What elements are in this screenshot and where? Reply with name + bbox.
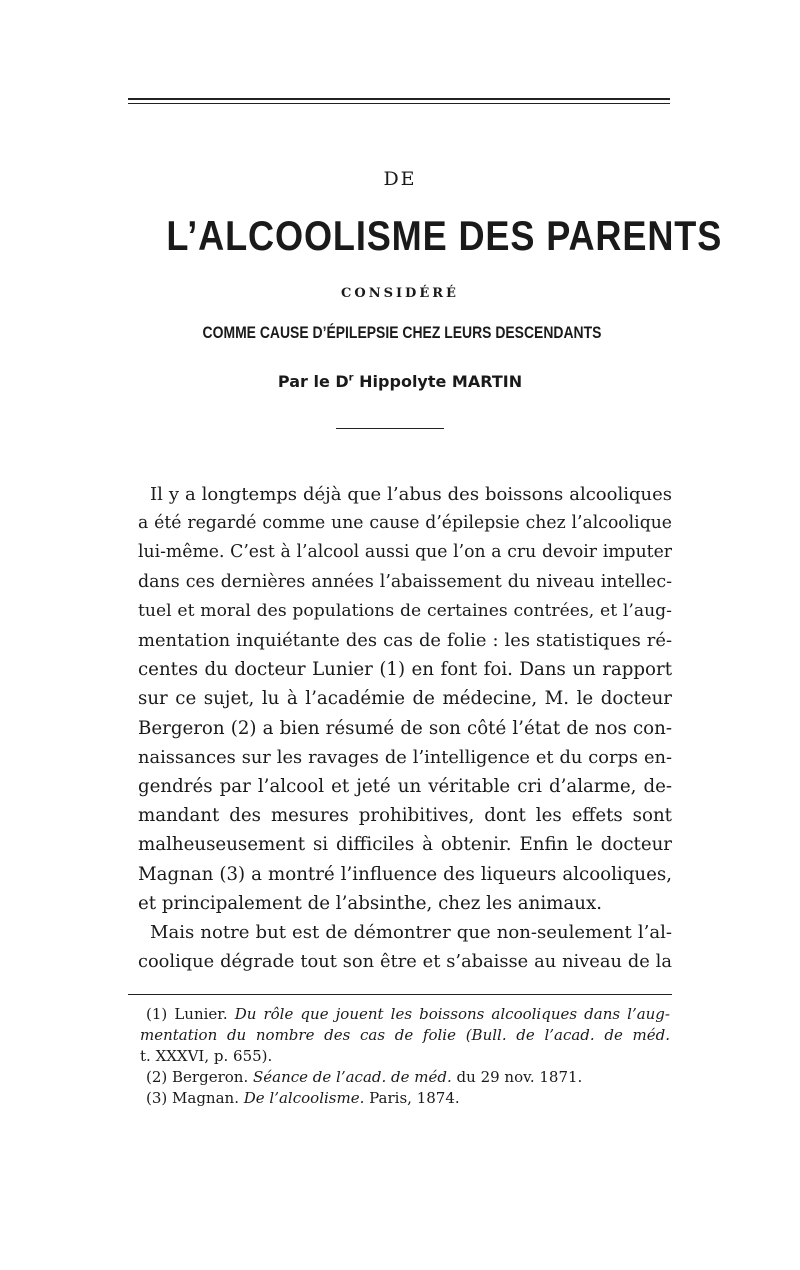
- author-prefix: Par le D: [277, 372, 349, 391]
- title-considere: CONSIDÉRÉ: [341, 286, 459, 301]
- body-line: Bergeron (2) a bien résumé de son côté l’état de nos con-: [138, 717, 672, 739]
- footnote-tail: t. XXXVI, p. 655).: [140, 1047, 273, 1065]
- body-line: gendrés par l’alcool et jeté un véritable cri d’alarme, de-: [138, 776, 672, 798]
- footnote-2: [140, 1067, 670, 1088]
- body-line: malheuseusement si difficiles à obtenir. Enfin le docteur: [138, 834, 672, 856]
- body-line: Magnan (3) a montré l’influence des liqueurs alcooliques,: [138, 863, 672, 885]
- body-line: coolique dégrade tout son être et s’abaisse au niveau de la: [138, 951, 672, 973]
- body-line: centes du docteur Lunier (1) en font foi. Dans un rapport: [138, 659, 672, 681]
- top-rule: [128, 98, 670, 100]
- body-line: tuel et moral des populations de certaines contrées, et l’aug-: [138, 600, 672, 621]
- footnote-tail: Paris, 1874.: [369, 1089, 460, 1107]
- body-line: sur ce sujet, lu à l’académie de médecine, M. le docteur: [138, 688, 672, 710]
- body-line: dans ces dernières années l’abaissement du niveau intellec-: [138, 571, 672, 592]
- footnote-rule: [128, 994, 672, 995]
- author-title-sup: r: [348, 372, 354, 384]
- footnotes: [140, 1004, 670, 1109]
- body-line: et principalement de l’absinthe, chez les animaux.: [138, 892, 603, 914]
- footnote-number: (1): [146, 1005, 168, 1023]
- footnote-source: (Bull. de l’acad. de méd.: [465, 1026, 671, 1044]
- title-preposition: DE: [383, 168, 417, 190]
- body-line: mentation inquiétante des cas de folie : les statistiques ré-: [138, 630, 672, 652]
- footnote-line: [140, 1088, 670, 1109]
- footnote-1: [140, 1004, 670, 1067]
- author-name: Hippolyte MARTIN: [353, 372, 523, 391]
- body-text: [138, 480, 672, 976]
- top-rule-thin: [128, 103, 670, 104]
- footnote-tail: du 29 nov. 1871.: [456, 1068, 583, 1086]
- body-line: Il y a longtemps déjà que l’abus des boissons alcooliques: [150, 484, 672, 505]
- footnote-author: Magnan.: [172, 1089, 239, 1107]
- footnote-author: Bergeron.: [172, 1068, 249, 1086]
- body-line: mandant des mesures prohibitives, dont les effets sont: [138, 805, 672, 827]
- footnote-number: (2): [146, 1068, 168, 1086]
- footnote-line: [140, 1067, 670, 1088]
- footnote-title: Du rôle que jouent les boissons alcooliques dans l’aug-: [234, 1005, 670, 1023]
- footnote-title: mentation du nombre des cas de folie: [140, 1026, 456, 1044]
- footnote-line: [140, 1025, 670, 1046]
- body-line: Mais notre but est de démontrer que non-seulement l’al-: [150, 922, 672, 944]
- footnote-line: [140, 1004, 670, 1025]
- author-line: [0, 372, 800, 391]
- body-line: lui-même. C’est à l’alcool aussi que l’on a cru devoir imputer: [138, 542, 672, 563]
- page-subtitle: COMME CAUSE D’ÉPILEPSIE CHEZ LEURS DESCENDANTS: [202, 323, 602, 342]
- page-title: L’ALCOOLISME DES PARENTS: [166, 212, 723, 259]
- body-line: naissances sur les ravages de l’intelligence et du corps en-: [138, 746, 672, 768]
- footnote-title: Séance de l’acad. de méd.: [253, 1068, 452, 1086]
- body-line: a été regardé comme une cause d’épilepsie chez l’alcoolique: [138, 513, 672, 534]
- footnote-number: (3): [146, 1089, 168, 1107]
- footnote-title: De l’alcoolisme.: [243, 1089, 365, 1107]
- title-separator-rule: [336, 428, 444, 429]
- footnote-author: Lunier.: [174, 1005, 228, 1023]
- footnote-3: [140, 1088, 670, 1109]
